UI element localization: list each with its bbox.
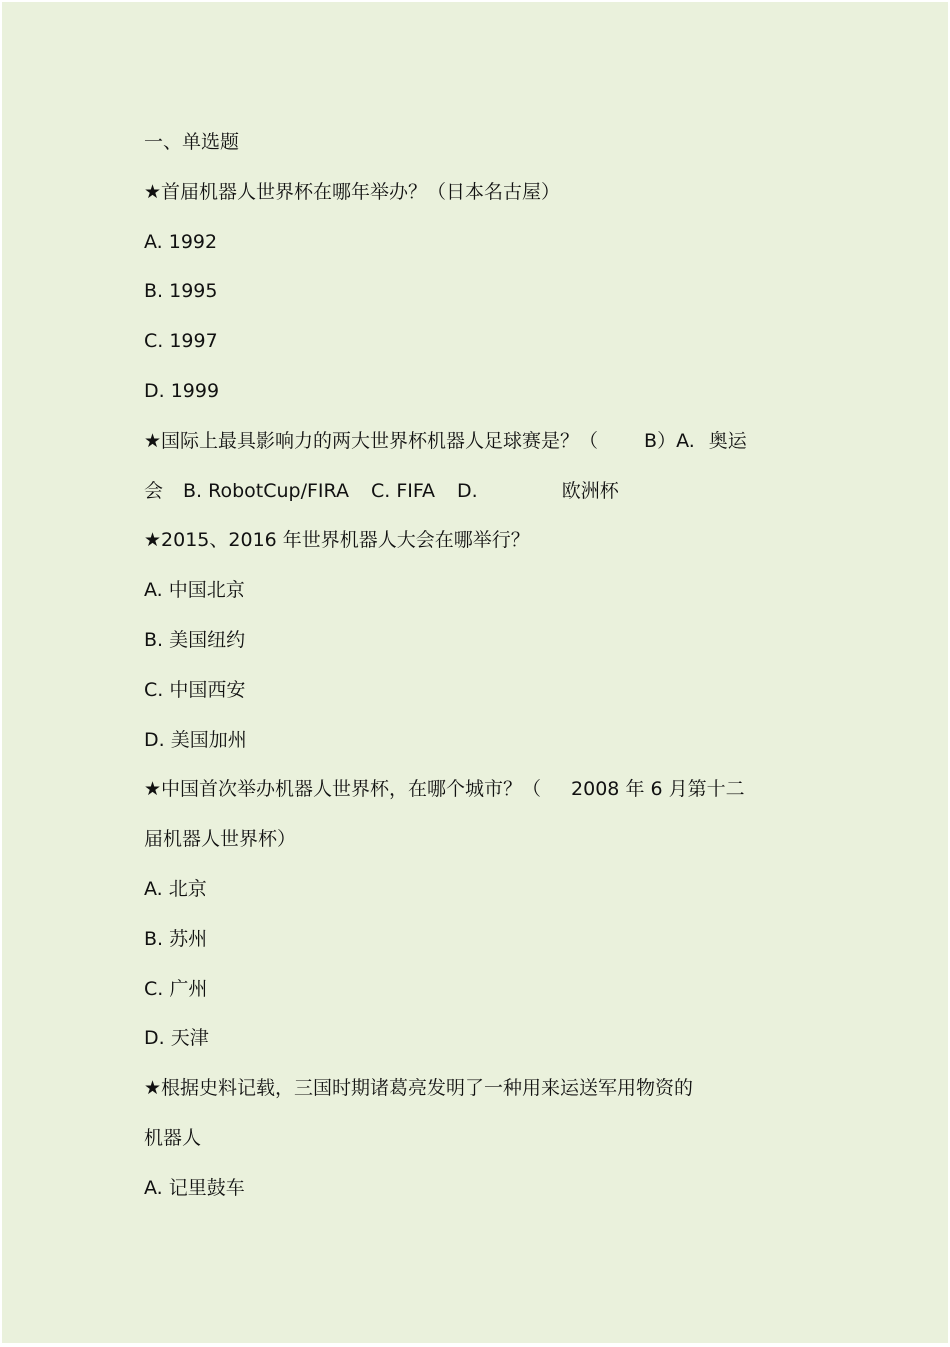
section-title: 一、单选题: [144, 131, 240, 153]
question-1-option-b: B. 1995: [144, 280, 218, 303]
question-4-option-d: D. 天津: [144, 1027, 209, 1050]
document-page: [2, 2, 948, 1343]
question-4-stem: ★中国首次举办机器人世界杯，在哪个城市？（: [144, 778, 542, 801]
question-2-option-b: B. RobotCup/FIRA: [183, 479, 349, 502]
question-2-line-1: [144, 427, 824, 477]
question-2-line-2: [144, 477, 824, 527]
question-3-option-d: D. 美国加州: [144, 728, 247, 751]
question-1-option-d: D. 1999: [144, 379, 220, 402]
question-3-option-a: A. 中国北京: [144, 579, 245, 602]
question-5-line-2: 机器人: [144, 1126, 202, 1149]
quiz-content: [144, 128, 824, 1224]
question-5-option-a: A. 记里鼓车: [144, 1176, 245, 1199]
question-3-option-b: B. 美国纽约: [144, 628, 246, 651]
question-1-option-a: A. 1992: [144, 230, 218, 253]
question-4-option-b: B. 苏州: [144, 927, 208, 950]
question-4-hint: 2008 年 6 月第十二: [571, 778, 745, 801]
question-2-stem: ★国际上最具影响力的两大世界杯机器人足球赛是？（: [144, 429, 599, 452]
question-5-line-1: ★根据史料记载，三国时期诸葛亮发明了一种用来运送军用物资的: [144, 1077, 694, 1100]
question-2-option-c: C. FIFA: [370, 479, 436, 502]
question-3-option-c: C. 中国西安: [144, 678, 246, 701]
question-4-line-1: [144, 775, 824, 825]
question-2-option-d-text: 欧洲杯: [561, 479, 619, 502]
question-4-line-2: 届机器人世界杯）: [144, 828, 297, 851]
question-4-option-a: A. 北京: [144, 877, 207, 900]
question-3-stem: ★2015、2016 年世界机器人大会在哪举行？: [144, 529, 530, 552]
question-1-stem: ★首届机器人世界杯在哪年举办？（日本名古屋）: [144, 180, 561, 203]
question-1-option-c: C. 1997: [144, 330, 218, 353]
question-4-option-c: C. 广州: [144, 977, 208, 1000]
question-2-option-a-cont: 会: [144, 479, 164, 502]
question-2-option-a-text: 奥运: [708, 429, 747, 452]
question-2-option-d: D.: [457, 479, 478, 502]
question-2-answer: B）A.: [644, 429, 695, 452]
